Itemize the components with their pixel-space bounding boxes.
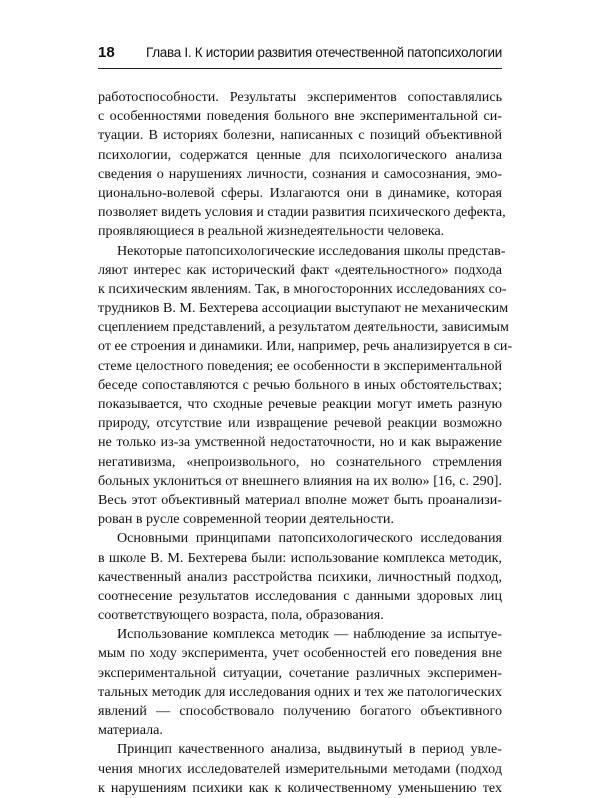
text-line: от ее строения и динамики. Или, например, речь анализируется в си- <box>98 338 513 355</box>
text-line: психологии, содержатся ценные для психологического анализа <box>98 146 502 163</box>
body-text <box>98 88 513 798</box>
page-number: 18 <box>98 44 115 61</box>
text-line: сведения о нарушениях личности, сознания и самосознания, эмо- <box>98 165 502 182</box>
text-line: ляют интерес как исторический факт «деятельностного» подхода <box>98 261 502 278</box>
text-line: стеме целостного поведения; ее особенности в экспериментальной <box>98 357 502 374</box>
text-line: с особенностями поведения больного вне экспериментальной си- <box>98 108 502 125</box>
text-line: экспериментальной ситуации, сочетание различных эксперимен- <box>98 664 502 681</box>
text-line: рован в русле современной теории деятельности. <box>98 511 394 528</box>
text-line: природу, отсутствие или извращение речевой реакции возможно <box>98 415 502 432</box>
text-line: показывается, что сходные речевые реакции могут иметь разную <box>98 396 502 412</box>
text-line: трудников В. М. Бехтерева ассоциации выступают не механическим <box>98 300 509 317</box>
text-line: Использование комплекса методик — наблюдение за испытуе- <box>117 626 502 643</box>
header-rule <box>98 68 502 69</box>
text-line: ционально-волевой сферы. Излагаются они в динамике, которая <box>98 184 502 201</box>
text-line: позволяет видеть условия и стадии развития психического дефекта, <box>98 204 506 221</box>
text-line: больных уклониться от внешнего влияния на их волю» [16, с. 290]. <box>98 472 502 489</box>
text-line: Весь этот объективный материал вполне может быть проанализи- <box>98 491 502 508</box>
running-title: Глава I. К истории развития отечественной патопсихологии <box>145 45 502 60</box>
text-line: качественный анализ расстройства психики, личностный подход, <box>98 568 502 585</box>
text-line: сцеплением представлений, а результатом деятельности, зависимым <box>98 319 509 336</box>
text-line: беседе сопоставляются с речью больного в иных обстоятельствах; <box>98 376 502 393</box>
text-line: мым по ходу эксперимента, учет особенностей его поведения вне <box>98 645 502 662</box>
text-line: соответствующего возраста, пола, образования. <box>98 607 384 624</box>
text-line: тальных методик для исследования одних и тех же патологических <box>98 683 502 700</box>
text-line: туации. В историях болезни, написанных с позиций объективной <box>98 127 502 144</box>
text-line: Некоторые патопсихологические исследования школы представ- <box>117 242 506 259</box>
text-line: в школе В. М. Бехтерева были: использование комплекса методик, <box>98 549 502 566</box>
text-line: Принцип качественного анализа, выдвинутый в период увле- <box>117 741 502 758</box>
text-line: явлений — способствовало получению богатого объективного <box>98 703 502 719</box>
text-line: к психическим явлениям. Так, в многосторонних исследованиях со- <box>98 280 507 297</box>
text-line: работоспособности. Результаты экспериментов сопоставлялись <box>98 89 502 105</box>
text-line: к нарушениям психики как к количественному уменьшению тех <box>98 779 502 796</box>
page-header <box>98 44 502 66</box>
text-line: Основными принципами патопсихологического исследования <box>117 530 502 547</box>
text-line: материала. <box>98 722 163 739</box>
text-line: проявляющиеся в реальной жизнедеятельности человека. <box>98 223 445 240</box>
text-line: соотнесение результатов исследования с данными здоровых лиц <box>98 587 502 604</box>
text-line: чения многих исследователей измерительными методами (подход <box>98 760 502 777</box>
text-line: негативизма, «непроизвольного, но сознательного стремления <box>98 453 502 470</box>
text-line: не только из-за умственной недостаточности, но и как выражение <box>98 434 502 451</box>
